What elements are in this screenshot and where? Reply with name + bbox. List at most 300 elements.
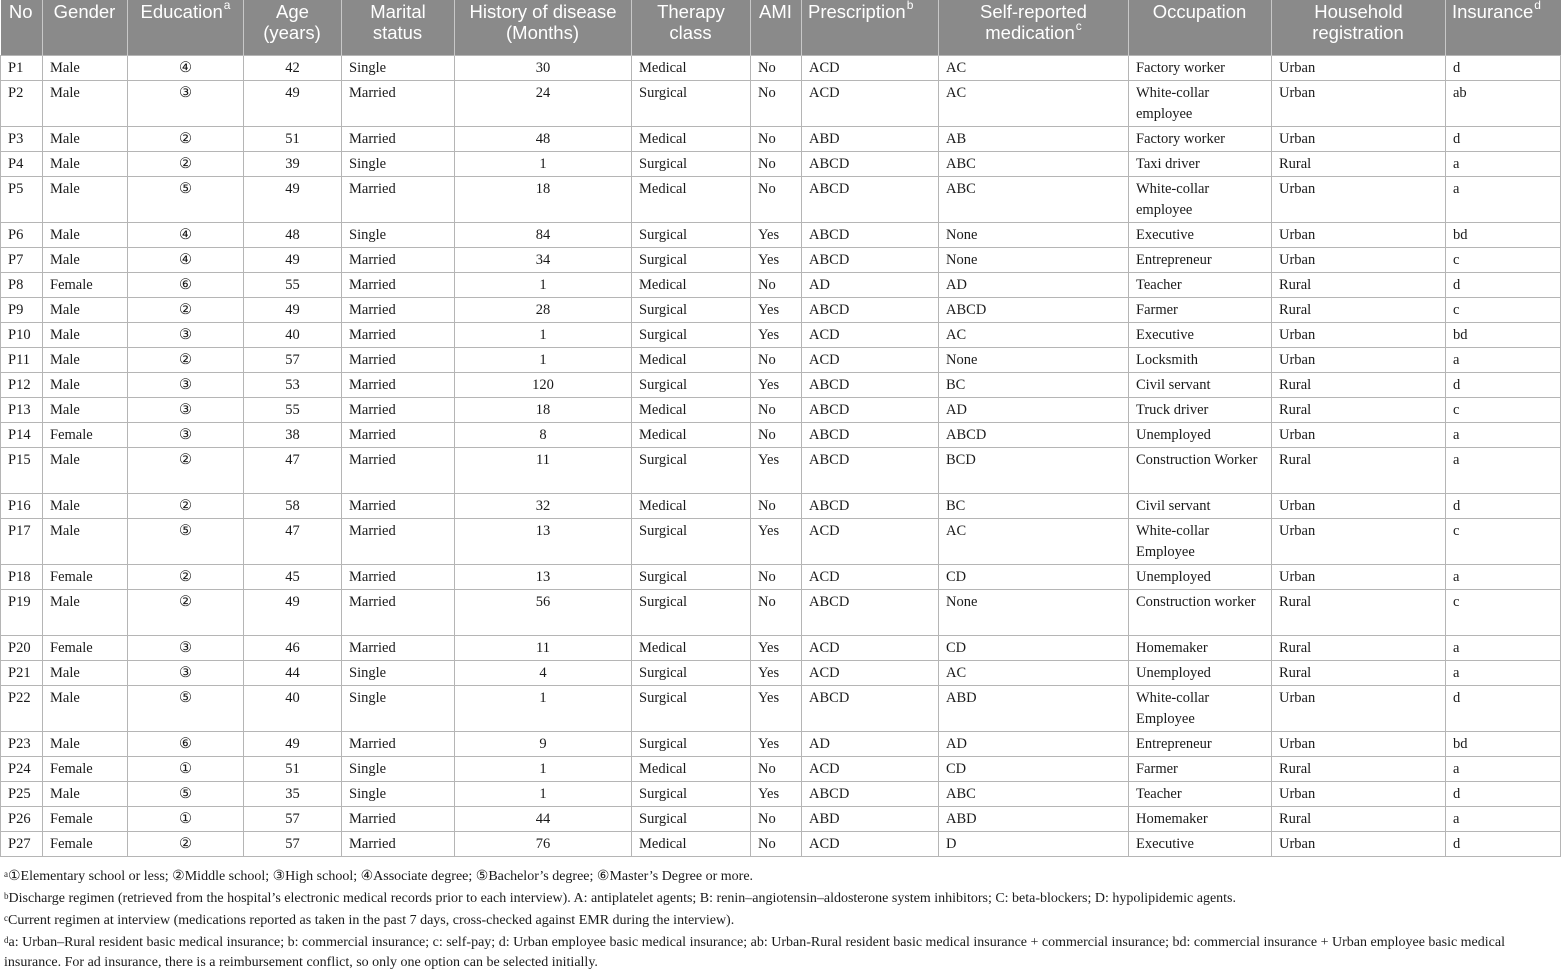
cell-no: P15 [1, 447, 43, 493]
cell-history-of-disease: 44 [455, 806, 632, 831]
cell-self-reported-medication: AC [939, 660, 1129, 685]
cell-ami: No [751, 756, 802, 781]
cell-history-of-disease: 1 [455, 322, 632, 347]
col-header-prescription: Prescription$^b$ [802, 0, 939, 55]
header-row [1, 0, 1561, 55]
cell-age: 49 [244, 176, 342, 222]
cell-household-registration: Urban [1272, 518, 1446, 564]
cell-household-registration: Rural [1272, 151, 1446, 176]
cell-age: 35 [244, 781, 342, 806]
cell-no: P17 [1, 518, 43, 564]
cell-insurance: bd [1446, 731, 1561, 756]
cell-age: 44 [244, 660, 342, 685]
cell-insurance: d [1446, 55, 1561, 80]
cell-ami: No [751, 806, 802, 831]
cell-therapy-class: Surgical [632, 80, 751, 126]
cell-ami: Yes [751, 447, 802, 493]
cell-therapy-class: Medical [632, 422, 751, 447]
table-row [1, 518, 1561, 564]
cell-ami: Yes [751, 247, 802, 272]
cell-insurance: a [1446, 756, 1561, 781]
cell-gender: Male [43, 247, 128, 272]
cell-self-reported-medication: CD [939, 635, 1129, 660]
cell-marital-status: Married [342, 347, 455, 372]
cell-gender: Male [43, 80, 128, 126]
cell-ami: Yes [751, 322, 802, 347]
cell-ami: No [751, 347, 802, 372]
footnote-c: $^c$Current regimen at interview (medications reported as taken in the past 7 days, cross-checked against EMR during the interview). [4, 912, 735, 928]
cell-household-registration: Rural [1272, 272, 1446, 297]
cell-household-registration: Rural [1272, 397, 1446, 422]
cell-age: 55 [244, 397, 342, 422]
cell-therapy-class: Medical [632, 126, 751, 151]
table-row [1, 126, 1561, 151]
cell-marital-status: Married [342, 372, 455, 397]
cell-occupation: Factory worker [1129, 126, 1272, 151]
cell-self-reported-medication: None [939, 222, 1129, 247]
cell-no: P12 [1, 372, 43, 397]
cell-prescription: ACD [802, 831, 939, 856]
cell-ami: No [751, 493, 802, 518]
cell-ami: Yes [751, 781, 802, 806]
cell-ami: No [751, 55, 802, 80]
table-row [1, 685, 1561, 731]
cell-occupation: Executive [1129, 222, 1272, 247]
cell-therapy-class: Surgical [632, 151, 751, 176]
table-row [1, 589, 1561, 635]
cell-no: P26 [1, 806, 43, 831]
cell-ami: No [751, 126, 802, 151]
cell-education: ③ [128, 660, 244, 685]
cell-no: P4 [1, 151, 43, 176]
cell-occupation: Farmer [1129, 756, 1272, 781]
table-row [1, 397, 1561, 422]
cell-gender: Female [43, 422, 128, 447]
cell-therapy-class: Surgical [632, 564, 751, 589]
cell-prescription: ABCD [802, 247, 939, 272]
cell-ami: No [751, 422, 802, 447]
cell-self-reported-medication: AB [939, 126, 1129, 151]
cell-history-of-disease: 1 [455, 347, 632, 372]
cell-no: P16 [1, 493, 43, 518]
cell-age: 46 [244, 635, 342, 660]
cell-therapy-class: Medical [632, 176, 751, 222]
cell-no: P25 [1, 781, 43, 806]
cell-therapy-class: Medical [632, 55, 751, 80]
cell-history-of-disease: 9 [455, 731, 632, 756]
cell-gender: Male [43, 493, 128, 518]
cell-education: ⑤ [128, 176, 244, 222]
cell-prescription: ACD [802, 635, 939, 660]
cell-self-reported-medication: BC [939, 493, 1129, 518]
table-row [1, 447, 1561, 493]
cell-marital-status: Single [342, 756, 455, 781]
cell-history-of-disease: 28 [455, 297, 632, 322]
cell-occupation: Entrepreneur [1129, 731, 1272, 756]
cell-history-of-disease: 32 [455, 493, 632, 518]
cell-gender: Male [43, 151, 128, 176]
cell-education: ② [128, 126, 244, 151]
cell-age: 38 [244, 422, 342, 447]
cell-gender: Male [43, 176, 128, 222]
table-row [1, 80, 1561, 126]
cell-no: P20 [1, 635, 43, 660]
cell-self-reported-medication: CD [939, 756, 1129, 781]
cell-household-registration: Rural [1272, 756, 1446, 781]
cell-prescription: ABCD [802, 447, 939, 493]
cell-self-reported-medication: CD [939, 564, 1129, 589]
cell-age: 57 [244, 831, 342, 856]
col-header-education: Education$^a$ [128, 0, 244, 55]
cell-insurance: a [1446, 151, 1561, 176]
col-header-no: No [1, 0, 43, 55]
table-row [1, 635, 1561, 660]
cell-ami: Yes [751, 518, 802, 564]
cell-prescription: ACD [802, 347, 939, 372]
cell-marital-status: Married [342, 493, 455, 518]
cell-household-registration: Rural [1272, 635, 1446, 660]
cell-marital-status: Married [342, 447, 455, 493]
cell-self-reported-medication: ABCD [939, 422, 1129, 447]
cell-education: ② [128, 564, 244, 589]
cell-therapy-class: Medical [632, 635, 751, 660]
cell-self-reported-medication: BCD [939, 447, 1129, 493]
table-row [1, 564, 1561, 589]
cell-insurance: ab [1446, 80, 1561, 126]
cell-household-registration: Urban [1272, 55, 1446, 80]
cell-marital-status: Married [342, 831, 455, 856]
cell-history-of-disease: 11 [455, 447, 632, 493]
cell-insurance: a [1446, 806, 1561, 831]
cell-education: ④ [128, 55, 244, 80]
col-header-gender: Gender [43, 0, 128, 55]
cell-occupation: Teacher [1129, 781, 1272, 806]
cell-education: ② [128, 447, 244, 493]
cell-insurance: c [1446, 397, 1561, 422]
cell-insurance: c [1446, 247, 1561, 272]
cell-age: 53 [244, 372, 342, 397]
cell-ami: No [751, 80, 802, 126]
cell-occupation: White-collar Employee [1129, 685, 1272, 731]
cell-ami: No [751, 151, 802, 176]
table-row [1, 176, 1561, 222]
cell-no: P23 [1, 731, 43, 756]
cell-marital-status: Married [342, 322, 455, 347]
cell-gender: Male [43, 518, 128, 564]
cell-insurance: a [1446, 422, 1561, 447]
cell-history-of-disease: 30 [455, 55, 632, 80]
col-header-therapy-class: Therapy class [632, 0, 751, 55]
cell-gender: Female [43, 272, 128, 297]
cell-household-registration: Urban [1272, 126, 1446, 151]
cell-gender: Male [43, 347, 128, 372]
cell-education: ⑤ [128, 518, 244, 564]
cell-insurance: c [1446, 518, 1561, 564]
cell-prescription: ACD [802, 322, 939, 347]
cell-no: P1 [1, 55, 43, 80]
cell-marital-status: Single [342, 55, 455, 80]
cell-gender: Male [43, 589, 128, 635]
table-row [1, 831, 1561, 856]
cell-age: 51 [244, 126, 342, 151]
cell-occupation: Unemployed [1129, 660, 1272, 685]
table-row [1, 55, 1561, 80]
cell-history-of-disease: 48 [455, 126, 632, 151]
cell-insurance: d [1446, 781, 1561, 806]
footnote-b: $^b$Discharge regimen (retrieved from the hospital’s electronic medical records prior to each interview). A: antiplatelet agents; B: renin–angiotensin–aldosterone system inhibitors; C: beta-blockers; D: hypolipidemic agents. [4, 890, 1236, 906]
cell-prescription: ABCD [802, 372, 939, 397]
cell-education: ⑤ [128, 781, 244, 806]
cell-self-reported-medication: AD [939, 397, 1129, 422]
cell-ami: No [751, 176, 802, 222]
cell-self-reported-medication: AD [939, 731, 1129, 756]
cell-prescription: ABCD [802, 176, 939, 222]
cell-self-reported-medication: None [939, 347, 1129, 372]
cell-insurance: a [1446, 447, 1561, 493]
cell-insurance: a [1446, 660, 1561, 685]
cell-gender: Male [43, 372, 128, 397]
cell-insurance: bd [1446, 222, 1561, 247]
footnote-a: $^a$①Elementary school or less; ②Middle school; ③High school; ④Associate degree; ⑤Bachelor’s degree; ⑥Master’s Degree or more. [4, 868, 754, 884]
cell-no: P19 [1, 589, 43, 635]
cell-age: 49 [244, 247, 342, 272]
cell-prescription: ABCD [802, 589, 939, 635]
cell-therapy-class: Surgical [632, 660, 751, 685]
cell-education: ③ [128, 422, 244, 447]
cell-gender: Male [43, 781, 128, 806]
cell-age: 49 [244, 589, 342, 635]
cell-gender: Female [43, 831, 128, 856]
cell-marital-status: Married [342, 806, 455, 831]
cell-occupation: Entrepreneur [1129, 247, 1272, 272]
cell-household-registration: Rural [1272, 297, 1446, 322]
col-header-ami: AMI [751, 0, 802, 55]
cell-marital-status: Married [342, 247, 455, 272]
cell-no: P21 [1, 660, 43, 685]
cell-ami: No [751, 397, 802, 422]
cell-education: ③ [128, 397, 244, 422]
cell-household-registration: Urban [1272, 493, 1446, 518]
cell-age: 51 [244, 756, 342, 781]
cell-no: P27 [1, 831, 43, 856]
cell-prescription: ACD [802, 80, 939, 126]
cell-gender: Male [43, 660, 128, 685]
cell-history-of-disease: 1 [455, 756, 632, 781]
cell-history-of-disease: 1 [455, 151, 632, 176]
table-row [1, 806, 1561, 831]
cell-occupation: Executive [1129, 831, 1272, 856]
cell-household-registration: Urban [1272, 176, 1446, 222]
cell-insurance: d [1446, 126, 1561, 151]
table-row [1, 272, 1561, 297]
col-header-marital-status: Marital status [342, 0, 455, 55]
cell-gender: Male [43, 447, 128, 493]
cell-therapy-class: Surgical [632, 372, 751, 397]
cell-marital-status: Single [342, 781, 455, 806]
cell-therapy-class: Surgical [632, 247, 751, 272]
cell-gender: Female [43, 806, 128, 831]
col-header-occupation: Occupation [1129, 0, 1272, 55]
cell-insurance: a [1446, 564, 1561, 589]
cell-household-registration: Urban [1272, 422, 1446, 447]
cell-self-reported-medication: AD [939, 272, 1129, 297]
cell-gender: Male [43, 322, 128, 347]
cell-age: 49 [244, 80, 342, 126]
cell-ami: No [751, 589, 802, 635]
cell-no: P3 [1, 126, 43, 151]
cell-occupation: Unemployed [1129, 422, 1272, 447]
cell-no: P2 [1, 80, 43, 126]
cell-education: ⑥ [128, 272, 244, 297]
cell-marital-status: Married [342, 518, 455, 564]
cell-insurance: c [1446, 297, 1561, 322]
cell-marital-status: Married [342, 564, 455, 589]
cell-marital-status: Married [342, 635, 455, 660]
cell-ami: Yes [751, 297, 802, 322]
cell-education: ② [128, 151, 244, 176]
cell-history-of-disease: 13 [455, 564, 632, 589]
cell-household-registration: Urban [1272, 80, 1446, 126]
cell-self-reported-medication: ABC [939, 151, 1129, 176]
cell-history-of-disease: 1 [455, 781, 632, 806]
cell-history-of-disease: 24 [455, 80, 632, 126]
cell-ami: No [751, 564, 802, 589]
cell-age: 48 [244, 222, 342, 247]
cell-education: ① [128, 756, 244, 781]
cell-occupation: White-collar Employee [1129, 518, 1272, 564]
cell-education: ④ [128, 247, 244, 272]
cell-history-of-disease: 18 [455, 176, 632, 222]
cell-occupation: White-collar employee [1129, 176, 1272, 222]
cell-household-registration: Urban [1272, 347, 1446, 372]
footnotes [0, 857, 1561, 973]
cell-prescription: ABD [802, 126, 939, 151]
cell-prescription: ABCD [802, 222, 939, 247]
cell-therapy-class: Surgical [632, 589, 751, 635]
cell-age: 42 [244, 55, 342, 80]
cell-insurance: d [1446, 831, 1561, 856]
cell-self-reported-medication: ABC [939, 176, 1129, 222]
cell-insurance: c [1446, 589, 1561, 635]
cell-prescription: ABD [802, 806, 939, 831]
table-row [1, 347, 1561, 372]
cell-occupation: Truck driver [1129, 397, 1272, 422]
cell-prescription: ABCD [802, 781, 939, 806]
table-row [1, 222, 1561, 247]
cell-self-reported-medication: ABCD [939, 297, 1129, 322]
cell-prescription: AD [802, 272, 939, 297]
cell-age: 45 [244, 564, 342, 589]
cell-occupation: Civil servant [1129, 372, 1272, 397]
cell-gender: Male [43, 685, 128, 731]
cell-prescription: ABCD [802, 397, 939, 422]
cell-ami: No [751, 272, 802, 297]
col-header-history-of-disease: History of disease (Months) [455, 0, 632, 55]
cell-marital-status: Married [342, 397, 455, 422]
cell-therapy-class: Surgical [632, 781, 751, 806]
cell-prescription: ACD [802, 55, 939, 80]
cell-marital-status: Married [342, 589, 455, 635]
cell-gender: Female [43, 564, 128, 589]
cell-self-reported-medication: ABC [939, 781, 1129, 806]
cell-education: ① [128, 806, 244, 831]
cell-age: 49 [244, 731, 342, 756]
cell-education: ② [128, 297, 244, 322]
cell-no: P18 [1, 564, 43, 589]
cell-age: 47 [244, 447, 342, 493]
cell-therapy-class: Surgical [632, 297, 751, 322]
table-row [1, 151, 1561, 176]
cell-household-registration: Urban [1272, 781, 1446, 806]
cell-therapy-class: Medical [632, 347, 751, 372]
cell-occupation: Factory worker [1129, 55, 1272, 80]
cell-gender: Male [43, 397, 128, 422]
cell-occupation: Homemaker [1129, 806, 1272, 831]
cell-occupation: Farmer [1129, 297, 1272, 322]
cell-self-reported-medication: ABD [939, 806, 1129, 831]
cell-self-reported-medication: BC [939, 372, 1129, 397]
cell-ami: Yes [751, 685, 802, 731]
cell-occupation: Homemaker [1129, 635, 1272, 660]
cell-insurance: d [1446, 272, 1561, 297]
cell-household-registration: Urban [1272, 564, 1446, 589]
table-row [1, 322, 1561, 347]
cell-household-registration: Rural [1272, 806, 1446, 831]
cell-self-reported-medication: None [939, 589, 1129, 635]
cell-household-registration: Urban [1272, 731, 1446, 756]
cell-gender: Male [43, 731, 128, 756]
cell-no: P5 [1, 176, 43, 222]
cell-education: ③ [128, 372, 244, 397]
cell-age: 40 [244, 685, 342, 731]
cell-self-reported-medication: ABD [939, 685, 1129, 731]
cell-household-registration: Rural [1272, 589, 1446, 635]
cell-occupation: Executive [1129, 322, 1272, 347]
cell-therapy-class: Medical [632, 397, 751, 422]
cell-marital-status: Single [342, 151, 455, 176]
cell-therapy-class: Surgical [632, 322, 751, 347]
cell-prescription: ACD [802, 564, 939, 589]
cell-age: 57 [244, 347, 342, 372]
cell-therapy-class: Surgical [632, 222, 751, 247]
cell-no: P7 [1, 247, 43, 272]
table-row [1, 756, 1561, 781]
cell-prescription: ABCD [802, 422, 939, 447]
cell-prescription: ACD [802, 660, 939, 685]
cell-therapy-class: Surgical [632, 806, 751, 831]
cell-age: 57 [244, 806, 342, 831]
cell-household-registration: Urban [1272, 222, 1446, 247]
cell-education: ② [128, 347, 244, 372]
table-row [1, 660, 1561, 685]
cell-therapy-class: Surgical [632, 447, 751, 493]
cell-marital-status: Married [342, 272, 455, 297]
cell-therapy-class: Surgical [632, 685, 751, 731]
cell-history-of-disease: 13 [455, 518, 632, 564]
cell-occupation: Construction Worker [1129, 447, 1272, 493]
cell-household-registration: Rural [1272, 372, 1446, 397]
cell-age: 47 [244, 518, 342, 564]
cell-gender: Female [43, 635, 128, 660]
cell-ami: No [751, 831, 802, 856]
cell-education: ⑥ [128, 731, 244, 756]
cell-self-reported-medication: AC [939, 80, 1129, 126]
cell-therapy-class: Surgical [632, 731, 751, 756]
table-row [1, 297, 1561, 322]
cell-insurance: a [1446, 347, 1561, 372]
cell-therapy-class: Medical [632, 831, 751, 856]
cell-history-of-disease: 1 [455, 272, 632, 297]
